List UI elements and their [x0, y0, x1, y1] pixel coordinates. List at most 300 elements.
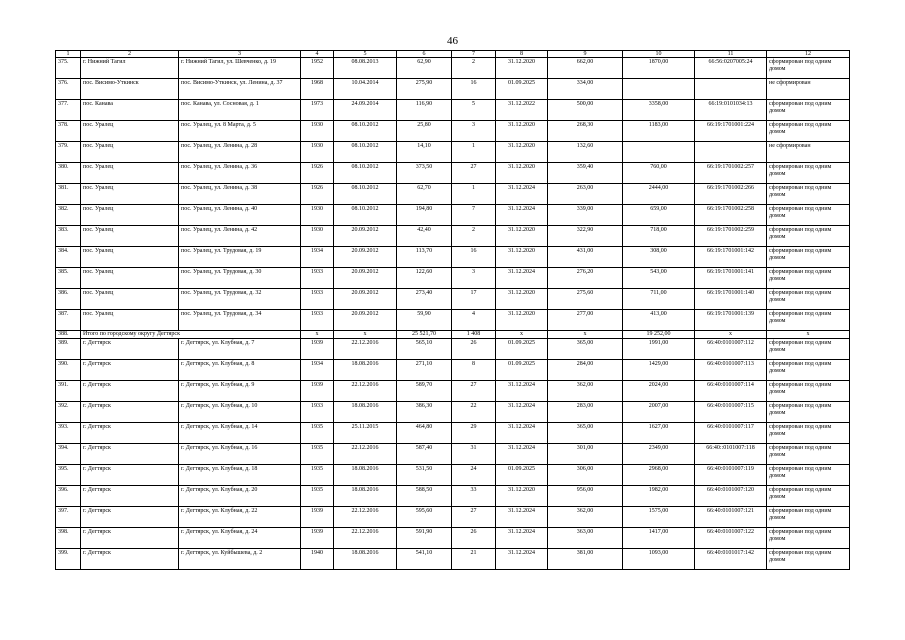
cell-relocation-date: 31.12.2020 [496, 121, 548, 142]
cell-address: пос. Уралец, ул. 8 Марта, д. 5 [179, 121, 301, 142]
cell-address: г. Дегтярск, ул. Клубная, д. 14 [179, 423, 301, 444]
subtotal-cell: x [334, 331, 397, 339]
cell-cadastral-number: 66:40:0101007:115 [695, 402, 767, 423]
cell-land-status: сформирован под одним домом [767, 423, 850, 444]
cell-relocation-date: 31.12.2022 [496, 100, 548, 121]
cell-cadastral-number: 66:40:0101007:112 [695, 339, 767, 360]
cell-row-number: 379. [56, 142, 81, 163]
cell-land-status: сформирован под одним домом [767, 486, 850, 507]
cell-area: 541,10 [397, 549, 452, 570]
cell-build-year: 1940 [301, 549, 334, 570]
cell-address: г. Нижний Тагил, ул. Шевченко, д. 19 [179, 58, 301, 79]
cell-land-area: 1417,00 [623, 528, 695, 549]
cell-emergency-date: 22.12.2016 [334, 381, 397, 402]
cell-land-area: 2968,00 [623, 465, 695, 486]
cell-land-status: не сформирован [767, 79, 850, 100]
cell-land-area: 543,00 [623, 268, 695, 289]
table-row [56, 444, 850, 465]
page-number: 46 [447, 35, 458, 47]
cell-relocation-date: 31.12.2020 [496, 58, 548, 79]
cell-row-number: 380. [56, 163, 81, 184]
cell-address: пос. Висимо-Уткинск, ул. Ленина, д. 37 [179, 79, 301, 100]
cell-land-area: 718,00 [623, 226, 695, 247]
cell-relocation-date: 31.12.2024 [496, 444, 548, 465]
cell-land-status: сформирован под одним домом [767, 549, 850, 570]
cell-land-area: 413,00 [623, 310, 695, 331]
cell-settlement: г. Дегтярск [81, 339, 179, 360]
cell-area: 589,70 [397, 381, 452, 402]
cell-cost: 276,20 [548, 268, 623, 289]
cell-land-status: сформирован под одним домом [767, 465, 850, 486]
cell-row-number: 387. [56, 310, 81, 331]
cell-build-year: 1926 [301, 184, 334, 205]
cell-address: г. Дегтярск, ул. Клубная, д. 9 [179, 381, 301, 402]
cell-area: 373,50 [397, 163, 452, 184]
cell-residents: 5 [452, 100, 496, 121]
cell-build-year: 1933 [301, 402, 334, 423]
cell-relocation-date: 31.12.2024 [496, 528, 548, 549]
cell-area: 386,30 [397, 402, 452, 423]
cell-land-area [623, 142, 695, 163]
table-row [56, 360, 850, 381]
cell-land-area: 1991,00 [623, 339, 695, 360]
cell-settlement: г. Дегтярск [81, 528, 179, 549]
cell-area: 122,60 [397, 268, 452, 289]
cell-cost: 301,00 [548, 444, 623, 465]
cell-area: 595,60 [397, 507, 452, 528]
table-row [56, 121, 850, 142]
cell-address: пос. Уралец, ул. Ленина, д. 42 [179, 226, 301, 247]
table-row [56, 402, 850, 423]
cell-row-number: 394. [56, 444, 81, 465]
cell-residents: 7 [452, 205, 496, 226]
cell-settlement: пос. Висимо-Уткинск [81, 79, 179, 100]
table-row [56, 163, 850, 184]
table-row [56, 507, 850, 528]
cell-residents: 3 [452, 268, 496, 289]
subtotal-area-total: 25 521,70 [397, 331, 452, 339]
column-header: 5 [334, 51, 397, 58]
cell-build-year: 1939 [301, 381, 334, 402]
column-header-row [56, 51, 850, 58]
table-row [56, 465, 850, 486]
cell-build-year: 1935 [301, 444, 334, 465]
cell-relocation-date: 01.09.2025 [496, 465, 548, 486]
subtotal-cell: x [301, 331, 334, 339]
column-header: 2 [81, 51, 179, 58]
cell-emergency-date: 08.10.2012 [334, 163, 397, 184]
cell-build-year: 1935 [301, 423, 334, 444]
cell-settlement: пос. Уралец [81, 205, 179, 226]
cell-emergency-date: 20.09.2012 [334, 226, 397, 247]
cell-residents: 1 [452, 142, 496, 163]
column-header: 7 [452, 51, 496, 58]
cell-row-number: 390. [56, 360, 81, 381]
cell-land-status: сформирован под одним домом [767, 360, 850, 381]
cell-cost: 956,00 [548, 486, 623, 507]
table-row [56, 268, 850, 289]
cell-build-year: 1926 [301, 163, 334, 184]
cell-land-status: сформирован под одним домом [767, 163, 850, 184]
cell-land-status: сформирован под одним домом [767, 205, 850, 226]
cell-cadastral-number: 66:19:0101034:13 [695, 100, 767, 121]
table-row [56, 247, 850, 268]
cell-residents: 26 [452, 528, 496, 549]
cell-row-number: 381. [56, 184, 81, 205]
cell-settlement: г. Дегтярск [81, 423, 179, 444]
cell-build-year: 1968 [301, 79, 334, 100]
cell-land-area: 308,00 [623, 247, 695, 268]
cell-residents: 22 [452, 402, 496, 423]
column-header: 11 [695, 51, 767, 58]
cell-row-number: 389. [56, 339, 81, 360]
cell-land-status: сформирован под одним домом [767, 100, 850, 121]
cell-residents: 17 [452, 289, 496, 310]
table-row [56, 289, 850, 310]
cell-emergency-date: 22.12.2016 [334, 528, 397, 549]
cell-cadastral-number: 66:40:0101007:119 [695, 465, 767, 486]
cell-cadastral-number [695, 79, 767, 100]
cell-row-number: 377. [56, 100, 81, 121]
cell-emergency-date: 25.11.2015 [334, 423, 397, 444]
cell-emergency-date: 08.10.2012 [334, 184, 397, 205]
cell-area: 194,80 [397, 205, 452, 226]
table-row [56, 205, 850, 226]
cell-land-area: 1870,00 [623, 58, 695, 79]
cell-residents: 3 [452, 121, 496, 142]
cell-cost: 263,00 [548, 184, 623, 205]
cell-build-year: 1930 [301, 142, 334, 163]
cell-cadastral-number: 66:19:1701002:259 [695, 226, 767, 247]
cell-relocation-date: 01.09.2025 [496, 339, 548, 360]
cell-area: 14,10 [397, 142, 452, 163]
subtotal-land-total: 19 252,00 [623, 331, 695, 339]
cell-address: пос. Уралец, ул. Трудовая, д. 19 [179, 247, 301, 268]
cell-build-year: 1933 [301, 268, 334, 289]
cell-land-status: сформирован под одним домом [767, 507, 850, 528]
column-header: 4 [301, 51, 334, 58]
cell-relocation-date: 31.12.2020 [496, 226, 548, 247]
cell-land-area: 760,00 [623, 163, 695, 184]
cell-residents: 31 [452, 444, 496, 465]
cell-area: 116,90 [397, 100, 452, 121]
cell-emergency-date: 20.09.2012 [334, 289, 397, 310]
cell-cost: 365,00 [548, 339, 623, 360]
cell-land-area: 2444,00 [623, 184, 695, 205]
cell-relocation-date: 01.09.2025 [496, 360, 548, 381]
cell-area: 62,70 [397, 184, 452, 205]
cell-settlement: пос. Уралец [81, 310, 179, 331]
cell-cost: 322,90 [548, 226, 623, 247]
cell-row-number: 375. [56, 58, 81, 79]
cell-row-number: 376. [56, 79, 81, 100]
cell-residents: 29 [452, 423, 496, 444]
cell-residents: 21 [452, 549, 496, 570]
cell-cadastral-number: 66:40:0101007:120 [695, 486, 767, 507]
table-row [56, 423, 850, 444]
cell-residents: 33 [452, 486, 496, 507]
subtotal-cell: x [496, 331, 548, 339]
cell-relocation-date: 31.12.2024 [496, 549, 548, 570]
cell-emergency-date: 10.04.2014 [334, 79, 397, 100]
cell-row-number: 392. [56, 402, 81, 423]
cell-emergency-date: 20.09.2012 [334, 247, 397, 268]
cell-settlement: пос. Уралец [81, 289, 179, 310]
cell-cost: 359,40 [548, 163, 623, 184]
cell-relocation-date: 31.12.2020 [496, 142, 548, 163]
cell-settlement: пос. Уралец [81, 226, 179, 247]
cell-address: пос. Уралец, ул. Ленина, д. 28 [179, 142, 301, 163]
cell-cost: 339,00 [548, 205, 623, 226]
cell-land-area: 1429,00 [623, 360, 695, 381]
cell-emergency-date: 08.10.2012 [334, 142, 397, 163]
subtotal-cell: x [767, 331, 850, 339]
cell-land-area: 1183,00 [623, 121, 695, 142]
cell-cost: 662,00 [548, 58, 623, 79]
cell-emergency-date: 08.10.2012 [334, 121, 397, 142]
column-header: 6 [397, 51, 452, 58]
cell-residents: 16 [452, 79, 496, 100]
cell-row-number: 396. [56, 486, 81, 507]
cell-emergency-date: 24.09.2014 [334, 100, 397, 121]
cell-emergency-date: 18.08.2016 [334, 402, 397, 423]
cell-address: г. Дегтярск, ул. Клубная, д. 10 [179, 402, 301, 423]
table-row [56, 184, 850, 205]
cell-row-number: 397. [56, 507, 81, 528]
cell-cost: 284,00 [548, 360, 623, 381]
cell-settlement: г. Дегтярск [81, 465, 179, 486]
cell-address: пос. Уралец, ул. Ленина, д. 40 [179, 205, 301, 226]
cell-settlement: пос. Канава [81, 100, 179, 121]
cell-cadastral-number: 66:19:1701002:258 [695, 205, 767, 226]
column-header: 10 [623, 51, 695, 58]
cell-land-area: 711,00 [623, 289, 695, 310]
column-header: 1 [56, 51, 81, 58]
cell-settlement: г. Дегтярск [81, 507, 179, 528]
cell-cadastral-number: 66:56:0207005:24 [695, 58, 767, 79]
cell-relocation-date: 31.12.2020 [496, 310, 548, 331]
cell-land-status: не сформирован [767, 142, 850, 163]
cell-land-status: сформирован под одним домом [767, 339, 850, 360]
cell-residents: 24 [452, 465, 496, 486]
cell-cost: 277,00 [548, 310, 623, 331]
cell-relocation-date: 31.12.2024 [496, 205, 548, 226]
cell-residents: 27 [452, 163, 496, 184]
cell-build-year: 1934 [301, 247, 334, 268]
cell-cadastral-number: 66:19:1701002:257 [695, 163, 767, 184]
cell-residents: 27 [452, 381, 496, 402]
cell-settlement: г. Нижний Тагил [81, 58, 179, 79]
cell-relocation-date: 31.12.2024 [496, 402, 548, 423]
cell-cadastral-number: 66:40:0101017:142 [695, 549, 767, 570]
cell-land-area: 1575,00 [623, 507, 695, 528]
cell-area: 591,90 [397, 528, 452, 549]
cell-settlement: пос. Уралец [81, 142, 179, 163]
cell-land-status: сформирован под одним домом [767, 226, 850, 247]
cell-area: 113,70 [397, 247, 452, 268]
cell-settlement: г. Дегтярск [81, 360, 179, 381]
cell-address: пос. Уралец, ул. Трудовая, д. 30 [179, 268, 301, 289]
cell-residents: 2 [452, 58, 496, 79]
cell-relocation-date: 31.12.2020 [496, 163, 548, 184]
cell-build-year: 1939 [301, 339, 334, 360]
column-header: 3 [179, 51, 301, 58]
cell-residents: 16 [452, 247, 496, 268]
cell-cadastral-number: 66:40:0101007:114 [695, 381, 767, 402]
table-row [56, 339, 850, 360]
cell-relocation-date: 31.12.2024 [496, 507, 548, 528]
subtotal-number: 388. [56, 331, 81, 339]
cell-row-number: 398. [56, 528, 81, 549]
cell-row-number: 385. [56, 268, 81, 289]
cell-emergency-date: 08.10.2012 [334, 205, 397, 226]
cell-cost: 132,60 [548, 142, 623, 163]
cell-relocation-date: 31.12.2020 [496, 289, 548, 310]
cell-land-status: сформирован под одним домом [767, 528, 850, 549]
cell-land-area: 2024,00 [623, 381, 695, 402]
cell-build-year: 1939 [301, 528, 334, 549]
cell-area: 464,80 [397, 423, 452, 444]
cell-cost: 334,00 [548, 79, 623, 100]
cell-land-status: сформирован под одним домом [767, 121, 850, 142]
cell-address: г. Дегтярск, ул. Клубная, д. 16 [179, 444, 301, 465]
cell-settlement: пос. Уралец [81, 121, 179, 142]
cell-row-number: 378. [56, 121, 81, 142]
cell-land-status: сформирован под одним домом [767, 310, 850, 331]
cell-cadastral-number: 66:40:0101007:121 [695, 507, 767, 528]
subtotal-label: Итого по городскому округу Дегтярск [81, 331, 301, 339]
cell-cadastral-number: 66:40:0101007:113 [695, 360, 767, 381]
cell-land-area: 659,00 [623, 205, 695, 226]
table-body [56, 51, 850, 570]
cell-address: пос. Уралец, ул. Ленина, д. 38 [179, 184, 301, 205]
cell-build-year: 1935 [301, 486, 334, 507]
cell-cost: 283,00 [548, 402, 623, 423]
cell-relocation-date: 31.12.2024 [496, 381, 548, 402]
cell-emergency-date: 18.08.2016 [334, 549, 397, 570]
cell-address: г. Дегтярск, ул. Клубная, д. 8 [179, 360, 301, 381]
cell-cost: 381,00 [548, 549, 623, 570]
cell-cost: 306,00 [548, 465, 623, 486]
cell-address: г. Дегтярск, ул. Клубная, д. 20 [179, 486, 301, 507]
cell-build-year: 1952 [301, 58, 334, 79]
cell-land-status: сформирован под одним домом [767, 402, 850, 423]
cell-relocation-date: 01.09.2025 [496, 79, 548, 100]
cell-address: г. Дегтярск, ул. Клубная, д. 24 [179, 528, 301, 549]
cell-residents: 26 [452, 339, 496, 360]
cell-cadastral-number: 66:19:1701001:141 [695, 268, 767, 289]
column-header: 8 [496, 51, 548, 58]
cell-area: 588,50 [397, 486, 452, 507]
cell-settlement: г. Дегтярск [81, 444, 179, 465]
column-header: 9 [548, 51, 623, 58]
cell-residents: 2 [452, 226, 496, 247]
cell-emergency-date: 22.12.2016 [334, 507, 397, 528]
cell-land-area: 2349,00 [623, 444, 695, 465]
cell-cadastral-number: 66:19:1701002:266 [695, 184, 767, 205]
cell-land-area: 1982,00 [623, 486, 695, 507]
cell-build-year: 1973 [301, 100, 334, 121]
cell-row-number: 386. [56, 289, 81, 310]
cell-land-status: сформирован под одним домом [767, 444, 850, 465]
cell-emergency-date: 18.08.2016 [334, 486, 397, 507]
cell-build-year: 1930 [301, 205, 334, 226]
table-row [56, 142, 850, 163]
cell-land-status: сформирован под одним домом [767, 289, 850, 310]
cell-area: 59,90 [397, 310, 452, 331]
cell-emergency-date: 18.08.2016 [334, 465, 397, 486]
cell-row-number: 383. [56, 226, 81, 247]
table-row [56, 58, 850, 79]
cell-area: 25,80 [397, 121, 452, 142]
cell-address: пос. Уралец, ул. Трудовая, д. 32 [179, 289, 301, 310]
table-row [56, 549, 850, 570]
cell-settlement: г. Дегтярск [81, 486, 179, 507]
cell-address: г. Дегтярск, ул. Клубная, д. 7 [179, 339, 301, 360]
cell-cost: 431,00 [548, 247, 623, 268]
cell-land-status: сформирован под одним домом [767, 247, 850, 268]
cell-land-area: 2007,00 [623, 402, 695, 423]
cell-relocation-date: 31.12.2020 [496, 486, 548, 507]
cell-residents: 1 [452, 184, 496, 205]
cell-cadastral-number: 66:19:1701001:140 [695, 289, 767, 310]
cell-area: 275,90 [397, 79, 452, 100]
cell-cadastral-number: 66:40::0101007:118 [695, 444, 767, 465]
cell-area: 271,10 [397, 360, 452, 381]
cell-address: пос. Уралец, ул. Трудовая, д. 34 [179, 310, 301, 331]
cell-land-status: сформирован под одним домом [767, 381, 850, 402]
cell-residents: 4 [452, 310, 496, 331]
cell-build-year: 1930 [301, 121, 334, 142]
table-row [56, 226, 850, 247]
cell-land-status: сформирован под одним домом [767, 184, 850, 205]
table-row [56, 381, 850, 402]
cell-build-year: 1933 [301, 310, 334, 331]
cell-area: 62,90 [397, 58, 452, 79]
cell-cost: 362,00 [548, 381, 623, 402]
column-header: 12 [767, 51, 850, 58]
cell-settlement: пос. Уралец [81, 268, 179, 289]
cell-address: пос. Уралец, ул. Ленина, д. 36 [179, 163, 301, 184]
cell-cost: 275,60 [548, 289, 623, 310]
cell-row-number: 384. [56, 247, 81, 268]
cell-relocation-date: 31.12.2024 [496, 184, 548, 205]
table-row [56, 100, 850, 121]
cell-area: 42,40 [397, 226, 452, 247]
cell-area: 531,50 [397, 465, 452, 486]
cell-residents: 8 [452, 360, 496, 381]
cell-emergency-date: 18.08.2016 [334, 360, 397, 381]
cell-relocation-date: 31.12.2020 [496, 247, 548, 268]
cell-settlement: г. Дегтярск [81, 549, 179, 570]
cell-cost: 362,00 [548, 507, 623, 528]
cell-cost: 365,00 [548, 423, 623, 444]
cell-row-number: 395. [56, 465, 81, 486]
cell-land-area: 1093,00 [623, 549, 695, 570]
cell-build-year: 1934 [301, 360, 334, 381]
cell-land-area: 1627,00 [623, 423, 695, 444]
cell-cost: 500,00 [548, 100, 623, 121]
cell-row-number: 399. [56, 549, 81, 570]
table-row [56, 79, 850, 100]
table-row [56, 486, 850, 507]
subtotal-cell: x [548, 331, 623, 339]
cell-build-year: 1935 [301, 465, 334, 486]
cell-cadastral-number: 66:40:0101007:117 [695, 423, 767, 444]
cell-relocation-date: 31.12.2024 [496, 268, 548, 289]
cell-residents: 27 [452, 507, 496, 528]
cell-emergency-date: 22.12.2016 [334, 339, 397, 360]
